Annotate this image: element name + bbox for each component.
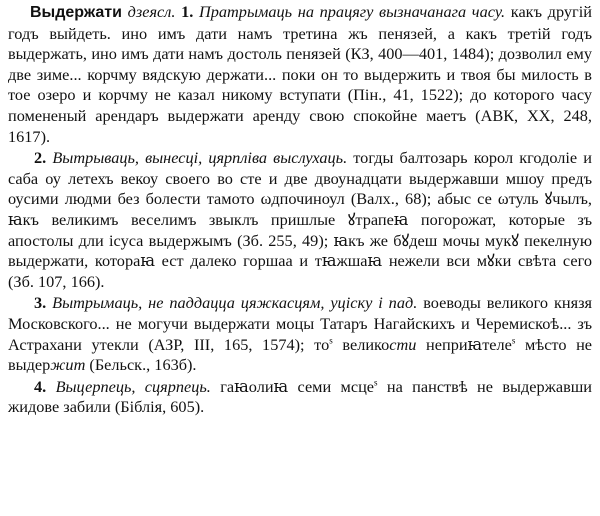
superscript-mark: s	[374, 377, 378, 388]
sense-number: 4.	[34, 376, 47, 396]
sense-citation: неприꙗтеле	[426, 334, 512, 354]
sense-citation: гаꙗолиꙗ семи мсце	[220, 376, 375, 396]
sense-citation: (Бельск., 163б).	[89, 355, 197, 375]
entry-sense-3	[8, 293, 592, 375]
sense-citation: велико	[342, 334, 390, 354]
sense-meaning: Вытрываць, вынесці, цярпліва выслухаць.	[52, 148, 348, 168]
sense-meaning: Выцерпець, сцярпець.	[55, 376, 211, 396]
entry-sense-1	[8, 2, 592, 147]
grammar-label: дзеясл.	[127, 2, 176, 21]
superscript-mark: s	[329, 335, 333, 346]
sense-citation: тогды балтозарь корол кгодоліе и саба оу летехъ векоу своего во сте и две двоунадцати выдержавши мшоу предъ оусими людми без болести тамото ωдпочиноул (Валх., 68); абыс се ωтуль ꙋчылъ, ꙗкъ великимъ веселимъ звыклъ пришлые ꙋтрапеꙗ погорожат, которые зъ апостолы дли ісуса выдержымъ (Зб. 255, 49); ꙗкъ же бꙋдеш мочы мукꙋ пекелную выдержати, котораꙗ ест далеко горшаа и тꙗжшаꙗ нежели вси мꙋки свѣта сего (Зб. 107, 166).	[8, 148, 592, 291]
sense-citation: воеводы великого князя Московского... не могучи выдержати моцы Татаръ Нагайскихъ и Черемискоѣ... зъ Астрахани утекли (АЗР, III, 165, 1574); то	[8, 293, 592, 354]
entry-sense-4	[8, 377, 592, 418]
sense-citation-italic: сти	[389, 334, 417, 354]
superscript-mark: s	[511, 335, 516, 346]
sense-citation: какъ другій годъ выйдеть. ино имъ дати намъ третина жъ пенязей, а какъ третій годъ выдержать, ино имъ дати намъ достоль пенязей (КЗ, 400—401, 1484); дозволил ему две зиме... корчму вядскую держати... поки он то выдержить и твоя бы милость в тое озеро и корчму не казал никому вступати (Пін., 41, 1522); до которого часу помененый арендаръ выдержати аренду свою спокойне маетъ (АВК, XX, 248, 1617).	[8, 2, 592, 146]
sense-citation: на панствѣ не выдержавши жидове забили (Біблія, 605).	[8, 376, 593, 417]
sense-citation: мѣсто не выдер	[8, 334, 593, 375]
entry-sense-2	[8, 148, 592, 292]
sense-meaning: Вытрымаць, не паддацца цяжкасцям, уціску і пад.	[52, 293, 418, 313]
sense-number: 1.	[181, 2, 194, 21]
sense-citation-italic: жит	[50, 355, 86, 375]
headword: Выдержати	[30, 4, 122, 21]
sense-number: 3.	[34, 293, 47, 313]
sense-meaning: Пратрымаць на працягу вызначанага часу.	[199, 2, 506, 21]
sense-number: 2.	[34, 148, 47, 168]
